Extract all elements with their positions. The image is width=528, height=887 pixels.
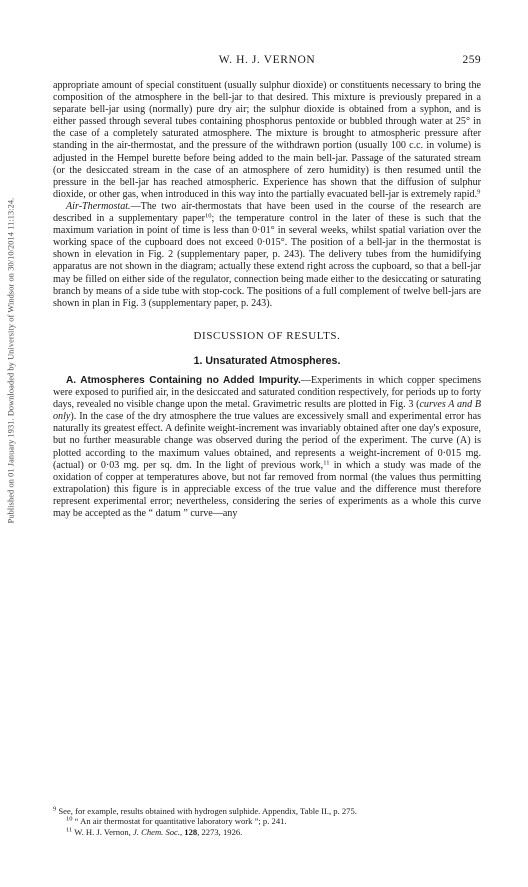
footnote-11: [53, 827, 481, 837]
atmospheres-italic: curves A and B only: [53, 399, 481, 423]
air-thermostat-text-a: —The two air-thermostats that have been used in the course of the research are described in a supplementary paper: [53, 200, 481, 225]
footnote-9-text: See, for example, results obtained with hydrogen sulphide. Appendix, Table II., p. 275.: [56, 806, 357, 816]
footnote-10: [53, 816, 481, 826]
main-text: [53, 80, 481, 520]
footnote-11-text-a: W. H. J. Vernon,: [72, 826, 133, 837]
atmospheres-text-b: ). In the case of the dry atmosphere the true values are excessively small and experimental error has naturally its greatest effect. A definite weight-increment was invariably obtained after one day's exposure, but no further measurable change was observed during the period of the experiment. The curve (A) is plotted according to the maximum values obtained, and represents a weight-increment of 0·015 mg. (actual) or 0·03 mg. per sq. dm. In the light of previous work,: [53, 411, 481, 471]
atmospheres-runin: A. Atmospheres Containing no Added Impurity.: [66, 374, 301, 386]
air-thermostat-text-b: ; the temperature control in the later of these is such that the maximum variation in point of time is less than 0·01° in several weeks, whilst spatial variation over the working space of the cupboard does not exceed 0·015°. The position of a bell-jar in the thermostat is shown in elevation in Fig. 2 (supplementary paper, p. 243). The delivery tubes from the humidifying apparatus are not shown in the diagram; actually these extend right across the cupboard, so that a bell-jar may be filled on either side of the regulator, connection being made either to the desiccating or saturating branch by means of a side tube with stop-cock. The positions of a full complement of twelve bell-jars are shown in plan in Fig. 3 (supplementary paper, p. 243).: [53, 213, 481, 309]
subsection-title: 1. Unsaturated Atmospheres.: [193, 354, 341, 367]
page-header: [53, 54, 481, 68]
atmospheres-text-a: —Experiments in which copper specimens were exposed to purified air, in the desiccated and saturated condition respectively, for periods up to forty days, revealed no visible change upon the metal. Gravimetric results are plotted in Fig. 3 (: [53, 374, 481, 411]
footnotes: [53, 806, 481, 837]
side-note-text: Published on 01 January 1931. Downloaded by University of Windsor on 30/10/2014 11:13:24.: [6, 197, 16, 523]
paragraph-air-thermostat: [53, 201, 481, 310]
footnote-9: [53, 806, 481, 816]
footnote-11-mark: 11: [66, 826, 73, 834]
footnote-11-volume: 128: [184, 826, 198, 837]
publication-side-note: [0, 150, 22, 570]
footnote-ref-9: 9: [477, 188, 481, 196]
paragraph-atmospheres: [53, 375, 481, 520]
paragraph-1-text: appropriate amount of special constituent (usually sulphur dioxide) or constituents necessary to bring the composition of the atmosphere in the bell-jar to that desired. This mixture is previously prepared in a separate bell-jar using (normally) pure dry air; the sulphur dioxide is obtained from a syphon, and is either passed through several tubes containing phosphorus pentoxide or bubbled through water at 25° in the case of a completely saturated atmosphere. The mixture is brought to atmospheric pressure after standing in the air-thermostat, and the pressure of the withdrawn portion (usually 100 c.c. in volume) is adjusted in the Hempel burette before being added to the main bell-jar. Passage of the saturated stream (or the desiccated stream in the case of an atmosphere of zero humidity) is then resumed until the pressure in the bell-jar has reached atmospheric. Experience has shown that the diffusion of sulphur dioxide, or other gas, when introduced in this way into the partially evacuated bell-jar is extremely rapid.: [53, 80, 481, 200]
air-thermostat-runin: Air-Thermostat.: [66, 200, 131, 212]
footnote-11-journal: J. Chem. Soc.: [132, 826, 180, 837]
footnote-11-text-b: ,: [180, 826, 185, 837]
footnote-ref-11: 11: [323, 459, 330, 467]
footnote-ref-10: 10: [205, 212, 212, 220]
footnote-10-mark: 10: [66, 815, 73, 823]
running-title: W. H. J. VERNON: [218, 54, 316, 66]
paragraph-1: [53, 80, 481, 201]
section-title: DISCUSSION OF RESULTS.: [193, 329, 341, 342]
footnote-10-text: “ An air thermostat for quantitative laboratory work ”; p. 241.: [72, 816, 287, 827]
atmospheres-text-c: in which a study was made of the oxidation of copper at temperatures above, but not far removed from normal (the values thus permitting extrapolation) this figure is in appreciable excess of the true value and the difference must therefore represent experimental error; nevertheless, considering the series of experiments as a whole this curve may be accepted as the “ datum ” curve—any: [53, 459, 481, 519]
footnote-9-mark: 9: [53, 805, 57, 813]
page-number: 259: [462, 54, 481, 66]
footnote-11-text-c: , 2273, 1926.: [197, 826, 243, 837]
